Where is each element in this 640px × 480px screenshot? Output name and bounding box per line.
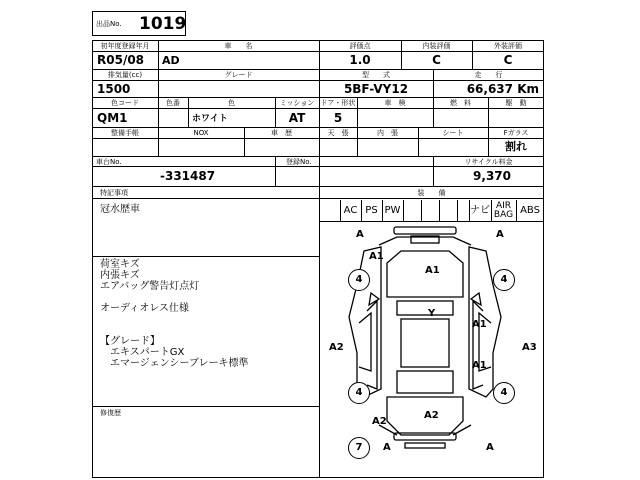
mark-roof: Y — [428, 308, 436, 319]
exterior-grade-value: C — [503, 53, 513, 67]
tire-rear-left: 4 — [348, 382, 370, 404]
tire-rear-right: 4 — [493, 382, 515, 404]
mark-left-side: A2 — [329, 342, 344, 353]
lot-number-label: 出品No. — [96, 20, 122, 28]
sunroof-label: 天 張 — [327, 129, 349, 137]
seat-label: シート — [442, 129, 464, 137]
notes-line-grade-header: 【グレード】 — [100, 336, 160, 347]
notes-line-trim-scratch: 内張キズ — [100, 270, 140, 281]
mark-hood: A1 — [425, 265, 440, 276]
displacement-label: 排気量(cc) — [107, 71, 143, 79]
first-registration-label: 初年度登録年月 — [100, 42, 150, 50]
interior-trim-label: 内 張 — [377, 129, 398, 137]
mark-front-left: A — [356, 229, 364, 240]
car-name-label: 車 名 — [224, 42, 253, 50]
color-label: 色 — [228, 99, 235, 107]
tire-front-left: 4 — [348, 269, 370, 291]
mission-value: AT — [288, 111, 306, 125]
registration-number-label: 登録No. — [286, 158, 312, 166]
windshield-outline — [397, 301, 453, 315]
notes-line-flood: 冠水歴車 — [100, 204, 140, 215]
grade-label: グレード — [224, 71, 253, 79]
roof-outline — [401, 319, 449, 367]
equipment-airbag: AIR BAG — [493, 201, 514, 220]
mark-right-side: A3 — [522, 342, 537, 353]
equipment-pw: PW — [384, 205, 401, 216]
chassis-number-value: -331487 — [160, 169, 216, 183]
model-type-label: 型 式 — [362, 71, 390, 79]
notes-line-audioless: オーディオレス仕様 — [100, 303, 189, 314]
spare-tire: 7 — [348, 437, 370, 459]
car-history-label: 車 歴 — [271, 129, 292, 137]
mark-rear-bumper-center: A — [383, 442, 391, 453]
notes-line-airbag-light: エアバッグ警告灯点灯 — [100, 281, 200, 292]
score-label: 評価点 — [349, 42, 371, 50]
score-value: 1.0 — [349, 53, 371, 67]
equipment-abs: ABS — [520, 205, 540, 216]
first-registration-value: R05/08 — [97, 53, 145, 67]
mileage-label: 走 行 — [474, 71, 503, 79]
notes-line-brake: エマージェンシーブレーキ標準 — [110, 358, 249, 369]
equipment-header: 装 備 — [417, 189, 446, 197]
rear-bumper-outline — [394, 433, 456, 440]
front-glass-label: Fガラス — [503, 129, 529, 137]
door-shape-value: 5 — [333, 111, 343, 125]
mark-rear-bumper-right: A — [486, 442, 494, 453]
recycle-fee-label: リサイクル料金 — [464, 158, 513, 166]
mark-right-rear-door: A1 — [472, 360, 487, 371]
mark-front-fender: A1 — [369, 251, 384, 262]
lot-number-value: 1019 — [139, 14, 187, 34]
mark-rear-left: A2 — [372, 416, 387, 427]
color-value: ホワイト — [192, 114, 228, 124]
inspection-label: 車 検 — [384, 99, 406, 107]
maintenance-book-label: 整備手帳 — [111, 129, 139, 137]
notes-line-cargo-scratch: 荷室キズ — [100, 259, 140, 270]
fuel-label: 燃 料 — [450, 99, 471, 107]
equipment-ps: PS — [365, 205, 378, 216]
front-bumper-outline — [394, 227, 456, 234]
equipment-navi: ナビ — [470, 205, 490, 216]
chassis-number-label: 車台No. — [96, 158, 122, 166]
mark-rear-hatch: A2 — [424, 410, 439, 421]
mission-label: ミッション — [279, 99, 315, 107]
displacement-value: 1500 — [97, 82, 131, 96]
model-type-value: 5BF-VY12 — [343, 82, 409, 96]
mark-front-right: A — [496, 229, 504, 240]
mark-right-front-door: A1 — [472, 319, 487, 330]
nox-label: NOX — [193, 129, 209, 137]
recycle-fee-value: 9,370 — [473, 169, 511, 183]
notes-line-grade-name: エキスパートGX — [110, 347, 185, 358]
rear-window-outline — [397, 371, 453, 393]
interior-grade-value: C — [432, 53, 441, 67]
special-notes-header: 特記事項 — [100, 189, 128, 197]
repair-history-label: 修復歴 — [100, 409, 121, 417]
exterior-grade-label: 外装評価 — [494, 42, 522, 50]
tire-front-right: 4 — [493, 269, 515, 291]
drive-label: 駆 動 — [505, 99, 527, 107]
interior-grade-label: 内装評価 — [422, 42, 451, 50]
color-code-label: 色コード — [111, 99, 139, 107]
front-glass-value: 割れ — [505, 140, 527, 153]
mileage-value: 66,637 Km — [466, 82, 539, 96]
color-number-label: 色番 — [166, 99, 180, 107]
equipment-ac: AC — [343, 205, 358, 216]
car-name-value: AD — [162, 54, 180, 67]
color-code-value: QM1 — [97, 111, 128, 125]
lot-number-box — [92, 11, 186, 36]
door-shape-label: ドア・形状 — [320, 99, 356, 107]
